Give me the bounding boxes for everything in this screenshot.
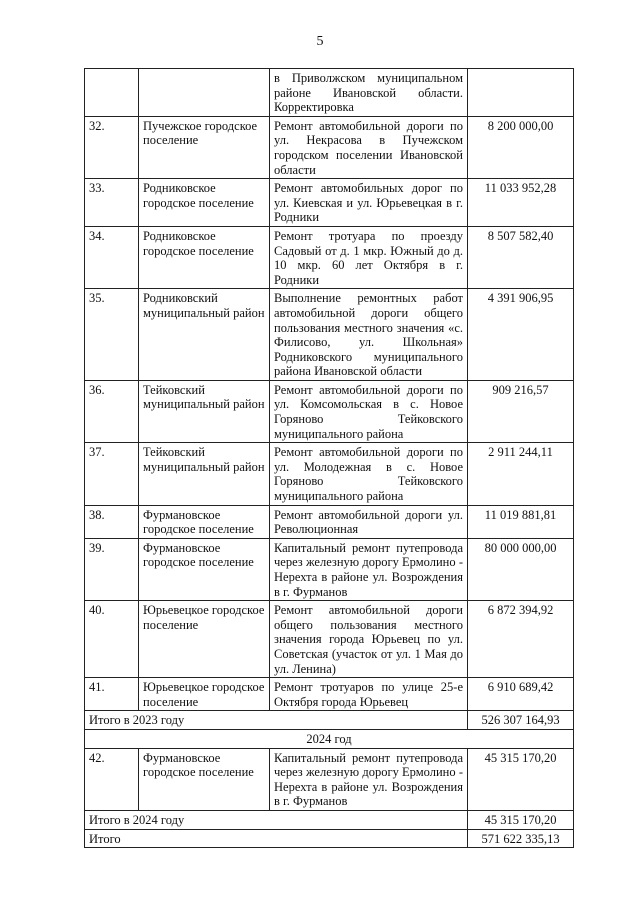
row-description: Выполнение ремонтных работ автомобильной дороги общего пользования местного значения «с. Филисово, ул. Школьная» Родниковского муниципального района Ивановской области bbox=[270, 289, 468, 381]
row-description: Ремонт автомобильных дорог по ул. Киевская и ул. Юрьевецкая в г. Родники bbox=[270, 179, 468, 227]
row-description: Ремонт автомобильной дороги общего пользования местного значения города Юрьевец по ул. Советская (участок от ул. 1 Мая до ул. Ленина) bbox=[270, 601, 468, 678]
row-amount: 8 507 582,40 bbox=[468, 226, 574, 288]
row-amount: 11 019 881,81 bbox=[468, 505, 574, 538]
table-row bbox=[85, 380, 574, 442]
page-number: 5 bbox=[316, 34, 324, 49]
row-amount bbox=[468, 69, 574, 117]
row-municipality: Фурмановское городское поселение bbox=[139, 505, 270, 538]
row-amount: 4 391 906,95 bbox=[468, 289, 574, 381]
table-body-final bbox=[85, 810, 574, 847]
row-description: Ремонт тротуара по проезду Садовый от д. 1 мкр. Южный до д. 10 мкр. 60 лет Октября в г. Родники bbox=[270, 226, 468, 288]
table-row bbox=[85, 289, 574, 381]
grand-total-row bbox=[85, 829, 574, 848]
row-amount: 909 216,57 bbox=[468, 380, 574, 442]
row-number: 34. bbox=[85, 226, 139, 288]
table-row bbox=[85, 69, 574, 117]
row-amount: 6 872 394,92 bbox=[468, 601, 574, 678]
grand-total-label: Итого bbox=[85, 829, 468, 848]
row-municipality: Юрьевецкое городское поселение bbox=[139, 678, 270, 711]
total-row-2023 bbox=[85, 711, 574, 730]
row-amount: 45 315 170,20 bbox=[468, 748, 574, 810]
funding-table bbox=[84, 68, 574, 848]
row-number: 33. bbox=[85, 179, 139, 227]
row-amount: 2 911 244,11 bbox=[468, 443, 574, 505]
table-row bbox=[85, 601, 574, 678]
row-description: Ремонт автомобильной дороги по ул. Комсомольская в с. Новое Горяново Тейковского муниципального района bbox=[270, 380, 468, 442]
row-description: Капитальный ремонт путепровода через железную дорогу Ермолино - Нерехта в районе ул. Возрождения в г. Фурманов bbox=[270, 748, 468, 810]
row-description: Ремонт автомобильной дороги ул. Революционная bbox=[270, 505, 468, 538]
table-row bbox=[85, 179, 574, 227]
total-2023-amount: 526 307 164,93 bbox=[468, 711, 574, 730]
total-row-2024 bbox=[85, 810, 574, 829]
row-municipality: Родниковский муниципальный район bbox=[139, 289, 270, 381]
row-amount: 11 033 952,28 bbox=[468, 179, 574, 227]
row-municipality: Юрьевецкое городское поселение bbox=[139, 601, 270, 678]
table-row bbox=[85, 116, 574, 178]
row-municipality: Пучежское городское поселение bbox=[139, 116, 270, 178]
row-municipality: Родниковское городское поселение bbox=[139, 179, 270, 227]
table-row bbox=[85, 505, 574, 538]
row-description: в Приволжском муниципальном районе Ивановской области. Корректировка bbox=[270, 69, 468, 117]
row-number: 35. bbox=[85, 289, 139, 381]
row-number: 39. bbox=[85, 538, 139, 600]
row-municipality: Родниковское городское поселение bbox=[139, 226, 270, 288]
row-number: 42. bbox=[85, 748, 139, 810]
row-municipality: Тейковский муниципальный район bbox=[139, 380, 270, 442]
row-number bbox=[85, 69, 139, 117]
row-description: Ремонт автомобильной дороги по ул. Некрасова в Пучежском городском поселении Ивановской области bbox=[270, 116, 468, 178]
total-2024-amount: 45 315 170,20 bbox=[468, 810, 574, 829]
row-description: Ремонт автомобильной дороги по ул. Молодежная в с. Новое Горяново Тейковского муниципального района bbox=[270, 443, 468, 505]
table-row bbox=[85, 678, 574, 711]
table-body-totals bbox=[85, 711, 574, 748]
table-body-2024 bbox=[85, 748, 574, 810]
row-number: 37. bbox=[85, 443, 139, 505]
row-number: 36. bbox=[85, 380, 139, 442]
row-amount: 8 200 000,00 bbox=[468, 116, 574, 178]
year-header-row bbox=[85, 729, 574, 748]
row-municipality: Тейковский муниципальный район bbox=[139, 443, 270, 505]
table-row bbox=[85, 538, 574, 600]
row-municipality: Фурмановское городское поселение bbox=[139, 538, 270, 600]
row-number: 40. bbox=[85, 601, 139, 678]
row-municipality bbox=[139, 69, 270, 117]
table-row bbox=[85, 443, 574, 505]
grand-total-amount: 571 622 335,13 bbox=[468, 829, 574, 848]
year-2024-header: 2024 год bbox=[85, 729, 574, 748]
table-body-2023 bbox=[85, 69, 574, 711]
row-description: Капитальный ремонт путепровода через железную дорогу Ермолино - Нерехта в районе ул. Возрождения в г. Фурманов bbox=[270, 538, 468, 600]
row-number: 41. bbox=[85, 678, 139, 711]
table-row bbox=[85, 226, 574, 288]
row-municipality: Фурмановское городское поселение bbox=[139, 748, 270, 810]
total-2024-label: Итого в 2024 году bbox=[85, 810, 468, 829]
row-number: 32. bbox=[85, 116, 139, 178]
table-row bbox=[85, 748, 574, 810]
row-description: Ремонт тротуаров по улице 25-е Октября города Юрьевец bbox=[270, 678, 468, 711]
row-amount: 80 000 000,00 bbox=[468, 538, 574, 600]
row-number: 38. bbox=[85, 505, 139, 538]
total-2023-label: Итого в 2023 году bbox=[85, 711, 468, 730]
row-amount: 6 910 689,42 bbox=[468, 678, 574, 711]
